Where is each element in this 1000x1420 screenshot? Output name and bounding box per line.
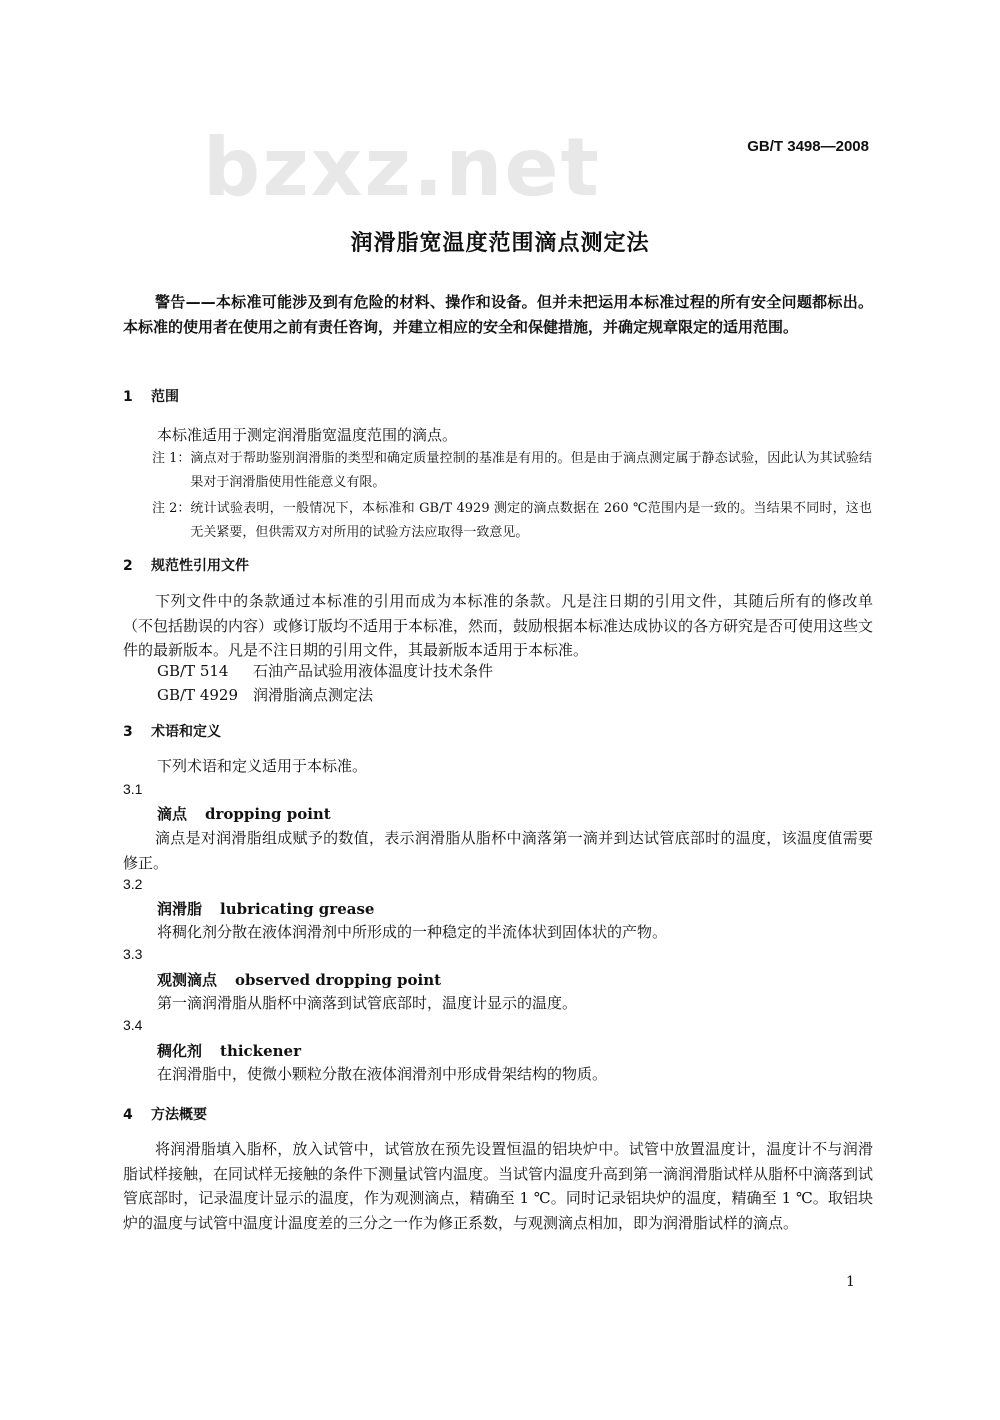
clause-number: 3.4 <box>123 1017 143 1033</box>
note-2 <box>152 497 872 545</box>
term-heading <box>157 1040 301 1061</box>
term-en: observed dropping point <box>235 971 442 989</box>
term-definition: 将稠化剂分散在液体润滑剂中所形成的一种稳定的半流体状到固体状的产物。 <box>157 923 668 941</box>
section-4-body: 将润滑脂填入脂杯，放入试管中，试管放在预先设置恒温的铝块炉中。试管中放置温度计，温度计不与润滑脂试样接触，在同试样无接触的条件下测量试管内温度。当试管内温度升高到第一滴润滑脂试样从脂杯中滴落到试管底部时，记录温度计显示的温度，作为观测滴点，精确至 1 ℃。同时记录铝块炉的温度，精确至 1 ℃。取铝块炉的温度与试管中温度计温度差的三分之一作为修正系数，与观测滴点相加，即为润滑脂试样的滴点。 <box>123 1140 874 1232</box>
term-zh: 观测滴点 <box>157 971 218 989</box>
section-3-intro: 下列术语和定义适用于本标准。 <box>157 757 368 775</box>
clause-number: 3.3 <box>123 946 143 962</box>
term-zh: 滴点 <box>157 805 188 823</box>
section-number: 4 <box>123 1107 133 1123</box>
note-text: 滴点对于帮助鉴别润滑脂的类型和确定质量控制的基准是有用的。但是由于滴点测定属于静态试验，因此认为其试验结果对于润滑脂使用性能意义有限。 <box>190 451 872 490</box>
section-title: 术语和定义 <box>151 724 221 740</box>
note-label: 注 1： <box>152 451 191 466</box>
section-3-heading <box>123 721 221 741</box>
reference-item <box>157 684 373 705</box>
term-definition: 第一滴润滑脂从脂杯中滴落到试管底部时，温度计显示的温度。 <box>157 994 578 1012</box>
term-heading <box>157 803 331 824</box>
term-en: thickener <box>220 1042 301 1060</box>
note-label: 注 2： <box>152 501 191 516</box>
watermark: bzxz.net <box>203 121 601 214</box>
note-1 <box>152 447 872 495</box>
section-2-heading <box>123 555 249 575</box>
term-heading <box>157 969 441 990</box>
reference-item <box>157 660 493 681</box>
note-text: 统计试验表明，一般情况下，本标准和 GB/T 4929 测定的滴点数据在 260 ℃范围内是一致的。当结果不同时，这也无关紧要，但供需双方对所用的试验方法应取得一致意见。 <box>190 501 872 540</box>
section-title: 规范性引用文件 <box>151 558 249 574</box>
term-en: lubricating grease <box>220 900 375 918</box>
section-number: 3 <box>123 724 133 740</box>
warning-paragraph: 警告——本标准可能涉及到有危险的材料、操作和设备。但并未把运用本标准过程的所有安全问题都标出。本标准的使用者在使用之前有责任咨询，并建立相应的安全和保健措施，并确定规章限定的适用范围。 <box>123 293 873 336</box>
reference-title: 润滑脂滴点测定法 <box>253 686 374 704</box>
clause-number: 3.2 <box>123 876 143 892</box>
section-1-heading <box>123 386 179 406</box>
section-4-heading <box>123 1104 207 1124</box>
standard-number: GB/T 3498—2008 <box>747 138 869 155</box>
term-en: dropping point <box>205 805 331 823</box>
section-2-body: 下列文件中的条款通过本标准的引用而成为本标准的条款。凡是注日期的引用文件，其随后所有的修改单（不包括勘误的内容）或修订版均不适用于本标准，然而，鼓励根据本标准达成协议的各方研究是否可使用这些文件的最新版本。凡是不注日期的引用文件，其最新版本适用于本标准。 <box>123 592 874 659</box>
section-title: 范围 <box>151 389 179 405</box>
reference-code: GB/T 4929 <box>157 686 239 704</box>
section-number: 2 <box>123 558 133 574</box>
term-definition: 在润滑脂中，使微小颗粒分散在液体润滑剂中形成骨架结构的物质。 <box>157 1065 608 1083</box>
term-definition: 滴点是对润滑脂组成赋予的数值，表示润滑脂从脂杯中滴落第一滴并到达试管底部时的温度，该温度值需要修正。 <box>123 829 873 872</box>
reference-code: GB/T 514 <box>157 662 229 680</box>
clause-number: 3.1 <box>123 781 143 797</box>
term-zh: 润滑脂 <box>157 900 203 918</box>
section-number: 1 <box>123 389 133 405</box>
section-title: 方法概要 <box>151 1107 207 1123</box>
document-title: 润滑脂宽温度范围滴点测定法 <box>350 231 650 256</box>
page-number: 1 <box>846 1274 855 1290</box>
reference-title: 石油产品试验用液体温度计技术条件 <box>253 662 494 680</box>
term-heading <box>157 898 374 919</box>
term-zh: 稠化剂 <box>157 1042 203 1060</box>
section-1-body: 本标准适用于测定润滑脂宽温度范围的滴点。 <box>157 426 458 444</box>
